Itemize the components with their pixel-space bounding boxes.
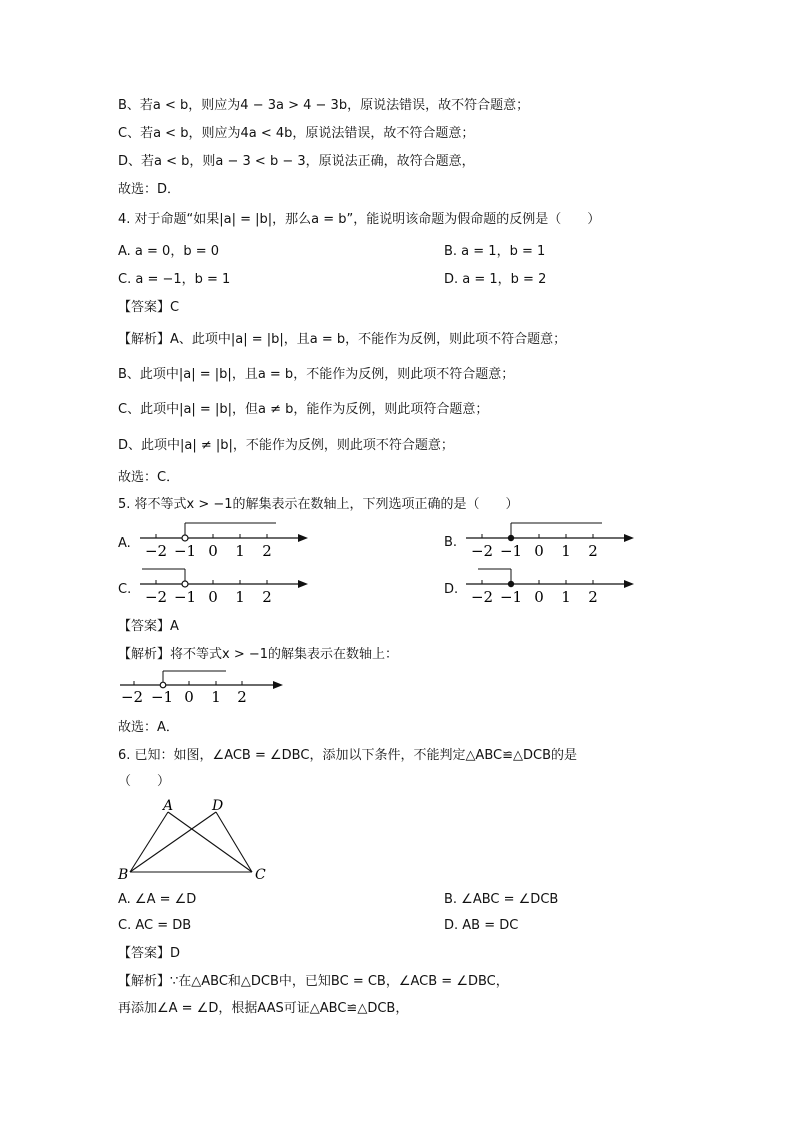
q5-choice: 故选：A．: [118, 720, 179, 735]
tick-label: −1: [499, 542, 523, 560]
tick-label: 2: [237, 688, 247, 706]
number-line-a: [138, 518, 318, 562]
tick-label: −2: [470, 588, 494, 606]
q4-analysis-c: C、此项中|a| = |b|，但a ≠ b，能作为反例，则此项符合题意；: [118, 402, 489, 417]
q4-option-a: A. a = 0，b = 0: [118, 244, 220, 259]
tick-label: 2: [262, 542, 272, 560]
q4-option-d: D. a = 1，b = 2: [444, 272, 547, 287]
q6-analysis-1: 【解析】∵在△ABC和△DCB中，已知BC = CB，∠ACB = ∠DBC，: [118, 974, 509, 989]
q6-option-a: A. ∠A = ∠D: [118, 892, 197, 907]
tick-label: 0: [208, 542, 218, 560]
number-line-solution: [116, 666, 296, 710]
tick-label: −1: [150, 688, 174, 706]
q3-option-c-explanation: C、若a < b，则应为4a < 4b，原说法错误，故不符合题意；: [118, 126, 475, 141]
q6-option-d: D. AB = DC: [444, 918, 519, 933]
point-d-label: D: [212, 798, 224, 814]
q3-option-b-explanation: B、若a < b，则应为4 − 3a > 4 − 3b，原说法错误，故不符合题意；: [118, 98, 530, 113]
q5-stem: 5. 将不等式x > −1的解集表示在数轴上，下列选项正确的是（ ）: [118, 497, 519, 512]
number-line-b: [464, 518, 644, 562]
tick-label: −1: [173, 542, 197, 560]
tick-label: 1: [561, 542, 571, 560]
q6-paren: （ ）: [118, 774, 171, 789]
tick-label: 2: [262, 588, 272, 606]
tick-label: −1: [173, 588, 197, 606]
tick-label: 1: [235, 542, 245, 560]
number-line-d: [464, 564, 644, 608]
q3-option-d-explanation: D、若a < b，则a − 3 < b − 3，原说法正确，故符合题意，: [118, 154, 475, 169]
tick-label: 1: [561, 588, 571, 606]
tick-label: 0: [184, 688, 194, 706]
q4-choice: 故选：C．: [118, 470, 180, 485]
tick-label: 2: [588, 542, 598, 560]
tick-label: 0: [534, 588, 544, 606]
q5-answer: 【答案】A: [118, 619, 179, 634]
q5-option-b-label: B.: [444, 535, 458, 550]
point-b-label: B: [118, 867, 129, 883]
q4-analysis-a: 【解析】A、此项中|a| = |b|，且a = b，不能作为反例，则此项不符合题意；: [118, 332, 567, 347]
q6-answer: 【答案】D: [118, 946, 181, 961]
tick-label: 1: [235, 588, 245, 606]
q4-stem: 4. 对于命题“如果|a| = |b|，那么a = b”，能说明该命题为假命题的反例是（ ）: [118, 212, 601, 227]
q4-option-b: B. a = 1，b = 1: [444, 244, 546, 259]
q6-analysis-2: 再添加∠A = ∠D，根据AAS可证△ABC≌△DCB，: [118, 1001, 409, 1016]
q5-option-c-label: C.: [118, 582, 132, 597]
q5-option-a-label: A.: [118, 536, 131, 551]
q4-analysis-d: D、此项中|a| ≠ |b|，不能作为反例，则此项不符合题意；: [118, 438, 454, 453]
number-line-c: [138, 564, 318, 608]
q4-answer: 【答案】C: [118, 300, 180, 315]
q6-option-b: B. ∠ABC = ∠DCB: [444, 892, 559, 907]
tick-label: −2: [144, 542, 168, 560]
tick-label: −2: [470, 542, 494, 560]
q5-option-d-label: D.: [444, 582, 459, 597]
tick-label: 1: [211, 688, 221, 706]
q6-triangle-figure: [116, 796, 276, 884]
q6-option-c: C. AC = DB: [118, 918, 192, 933]
point-c-label: C: [255, 867, 266, 883]
q4-analysis-b: B、此项中|a| = |b|，且a = b，不能作为反例，则此项不符合题意；: [118, 367, 515, 382]
tick-label: −2: [120, 688, 144, 706]
tick-label: −1: [499, 588, 523, 606]
q3-choice: 故选：D．: [118, 182, 181, 197]
tick-label: 0: [208, 588, 218, 606]
q4-option-c: C. a = −1，b = 1: [118, 272, 231, 287]
q5-analysis: 【解析】将不等式x > −1的解集表示在数轴上：: [118, 647, 399, 662]
tick-label: 2: [588, 588, 598, 606]
q6-stem: 6. 已知：如图，∠ACB = ∠DBC，添加以下条件，不能判定△ABC≌△DCB的是: [118, 748, 577, 763]
tick-label: −2: [144, 588, 168, 606]
tick-label: 0: [534, 542, 544, 560]
point-a-label: A: [163, 798, 174, 814]
